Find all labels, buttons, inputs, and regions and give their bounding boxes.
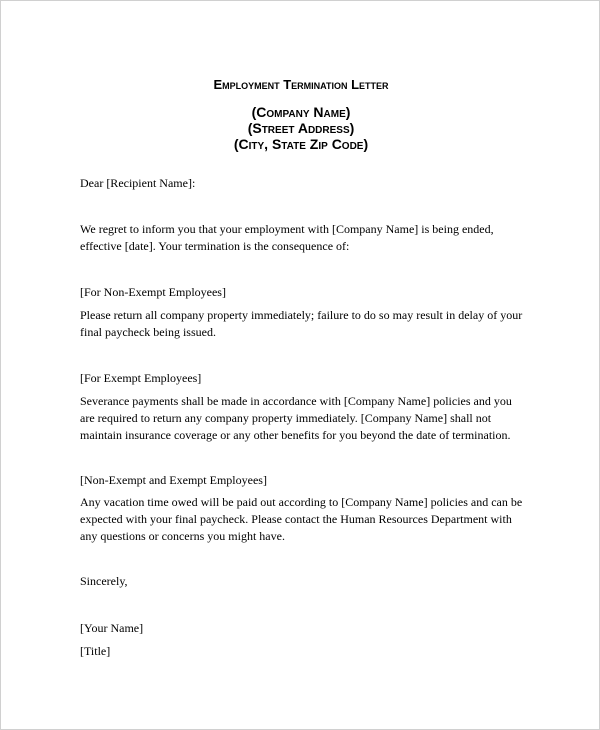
letter-title: Employment Termination Letter bbox=[213, 77, 389, 92]
both-line: expected with your final paycheck. Please contact the Human Resources Department with bbox=[80, 512, 512, 526]
both-line: Any vacation time owed will be paid out according to [Company Name] policies and can be bbox=[80, 495, 523, 509]
both-line: any questions or concerns you might have. bbox=[80, 529, 285, 543]
non-exempt-line: Please return all company property immediately; failure to do so may result in delay of your bbox=[80, 308, 523, 322]
city-state-zip: (City, State Zip Code) bbox=[233, 136, 369, 152]
intro-line: effective [date]. Your termination is the consequence of: bbox=[80, 239, 350, 253]
salutation: Dear [Recipient Name]: bbox=[80, 176, 196, 190]
signer-title: [Title] bbox=[80, 644, 111, 658]
both-heading: [Non-Exempt and Exempt Employees] bbox=[80, 473, 267, 487]
exempt-line: Severance payments shall be made in accordance with [Company Name] policies and you bbox=[80, 394, 512, 408]
non-exempt-line: final paycheck being issued. bbox=[80, 325, 216, 339]
closing: Sincerely, bbox=[80, 574, 128, 588]
intro-line: We regret to inform you that your employment with [Company Name] is being ended, bbox=[80, 222, 494, 236]
exempt-line: maintain insurance coverage or any other benefits for you beyond the date of termination. bbox=[80, 428, 511, 442]
exempt-line: are required to return any company property immediately. [Company Name] shall not bbox=[80, 411, 492, 425]
exempt-heading: [For Exempt Employees] bbox=[80, 371, 202, 385]
signer-name: [Your Name] bbox=[80, 621, 144, 635]
company-name: (Company Name) bbox=[251, 104, 351, 120]
street-address: (Street Address) bbox=[247, 120, 355, 136]
non-exempt-heading: [For Non-Exempt Employees] bbox=[80, 285, 226, 299]
